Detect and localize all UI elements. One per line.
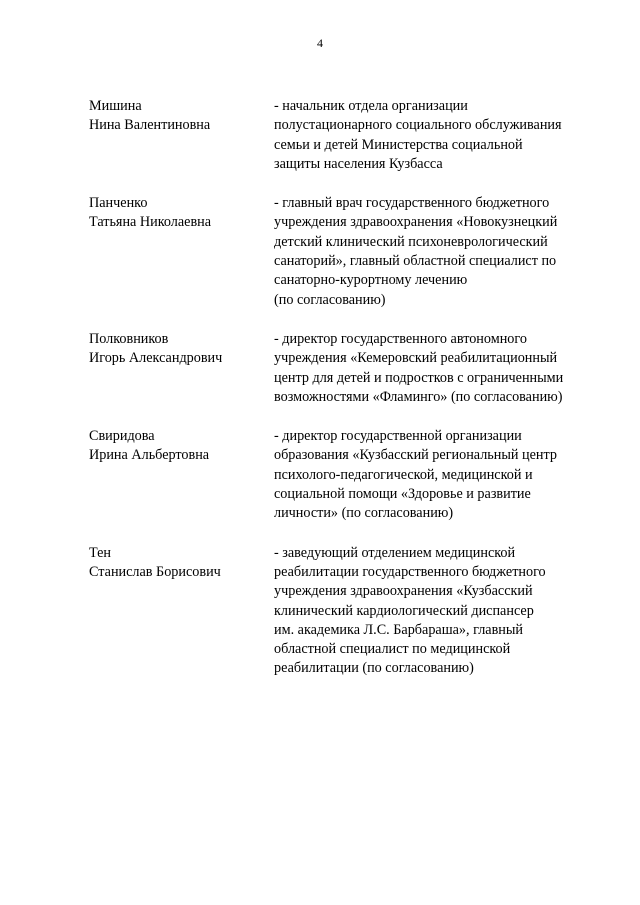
role-line: реабилитации государственного бюджетного xyxy=(274,563,546,580)
member-given-names: Ирина Альбертовна xyxy=(89,447,210,464)
member-role xyxy=(274,427,609,523)
member-name xyxy=(89,194,274,310)
role-line: - начальник отдела организации xyxy=(274,98,468,114)
page-number: 4 xyxy=(317,36,323,50)
member-surname: Полковников xyxy=(89,330,169,347)
role-line: семьи и детей Министерства социальной xyxy=(274,136,523,153)
member-given-names: Игорь Александрович xyxy=(89,350,223,367)
role-line: (по согласованию) xyxy=(274,291,386,308)
member-surname: Мишина xyxy=(89,98,142,114)
role-line: областной специалист по медицинской xyxy=(274,641,511,658)
member-role xyxy=(274,330,609,407)
member-entry xyxy=(89,194,609,310)
role-line: защиты населения Кузбасса xyxy=(274,155,443,172)
member-surname: Тен xyxy=(89,544,112,561)
member-entry xyxy=(89,544,609,679)
member-surname: Панченко xyxy=(89,195,148,212)
member-name xyxy=(89,544,274,679)
member-name xyxy=(89,330,274,407)
role-line: центр для детей и подростков с ограниченными xyxy=(274,369,564,386)
member-role xyxy=(274,97,609,174)
member-given-names: Нина Валентиновна xyxy=(89,117,211,134)
role-line: учреждения «Кемеровский реабилитационный xyxy=(274,350,558,367)
member-entry xyxy=(89,427,609,523)
role-line: санаторно-курортному лечению xyxy=(274,272,468,289)
role-line: клинический кардиологический диспансер xyxy=(274,602,534,619)
role-line: - директор государственной организации xyxy=(274,428,522,445)
role-line: детский клинический психоневрологический xyxy=(274,233,548,250)
role-line: социальной помощи «Здоровье и развитие xyxy=(274,486,531,503)
role-line: - заведующий отделением медицинской xyxy=(274,544,516,561)
member-entry xyxy=(89,97,609,174)
role-line: личности» (по согласованию) xyxy=(274,505,454,522)
member-name xyxy=(89,427,274,523)
role-line: - директор государственного автономного xyxy=(274,330,527,347)
role-line: - главный врач государственного бюджетного xyxy=(274,195,550,212)
member-surname: Свиридова xyxy=(89,428,155,445)
member-role xyxy=(274,194,609,310)
role-line: учреждения здравоохранения «Новокузнецкий xyxy=(274,214,558,231)
role-line: им. академика Л.С. Барбараша», главный xyxy=(274,621,524,638)
member-list xyxy=(89,97,609,697)
role-line: санаторий», главный областной специалист по xyxy=(274,253,557,270)
member-role xyxy=(274,544,609,679)
role-line: психолого-педагогической, медицинской и xyxy=(274,466,533,483)
role-line: полустационарного социального обслуживания xyxy=(274,117,562,134)
role-line: реабилитации (по согласованию) xyxy=(274,660,474,677)
member-name xyxy=(89,97,274,174)
member-given-names: Татьяна Николаевна xyxy=(89,214,212,231)
role-line: учреждения здравоохранения «Кузбасский xyxy=(274,583,533,600)
role-line: образования «Кузбасский региональный центр xyxy=(274,447,557,464)
role-line: возможностями «Фламинго» (по согласованию) xyxy=(274,388,563,405)
member-given-names: Станислав Борисович xyxy=(89,563,221,580)
member-entry xyxy=(89,330,609,407)
